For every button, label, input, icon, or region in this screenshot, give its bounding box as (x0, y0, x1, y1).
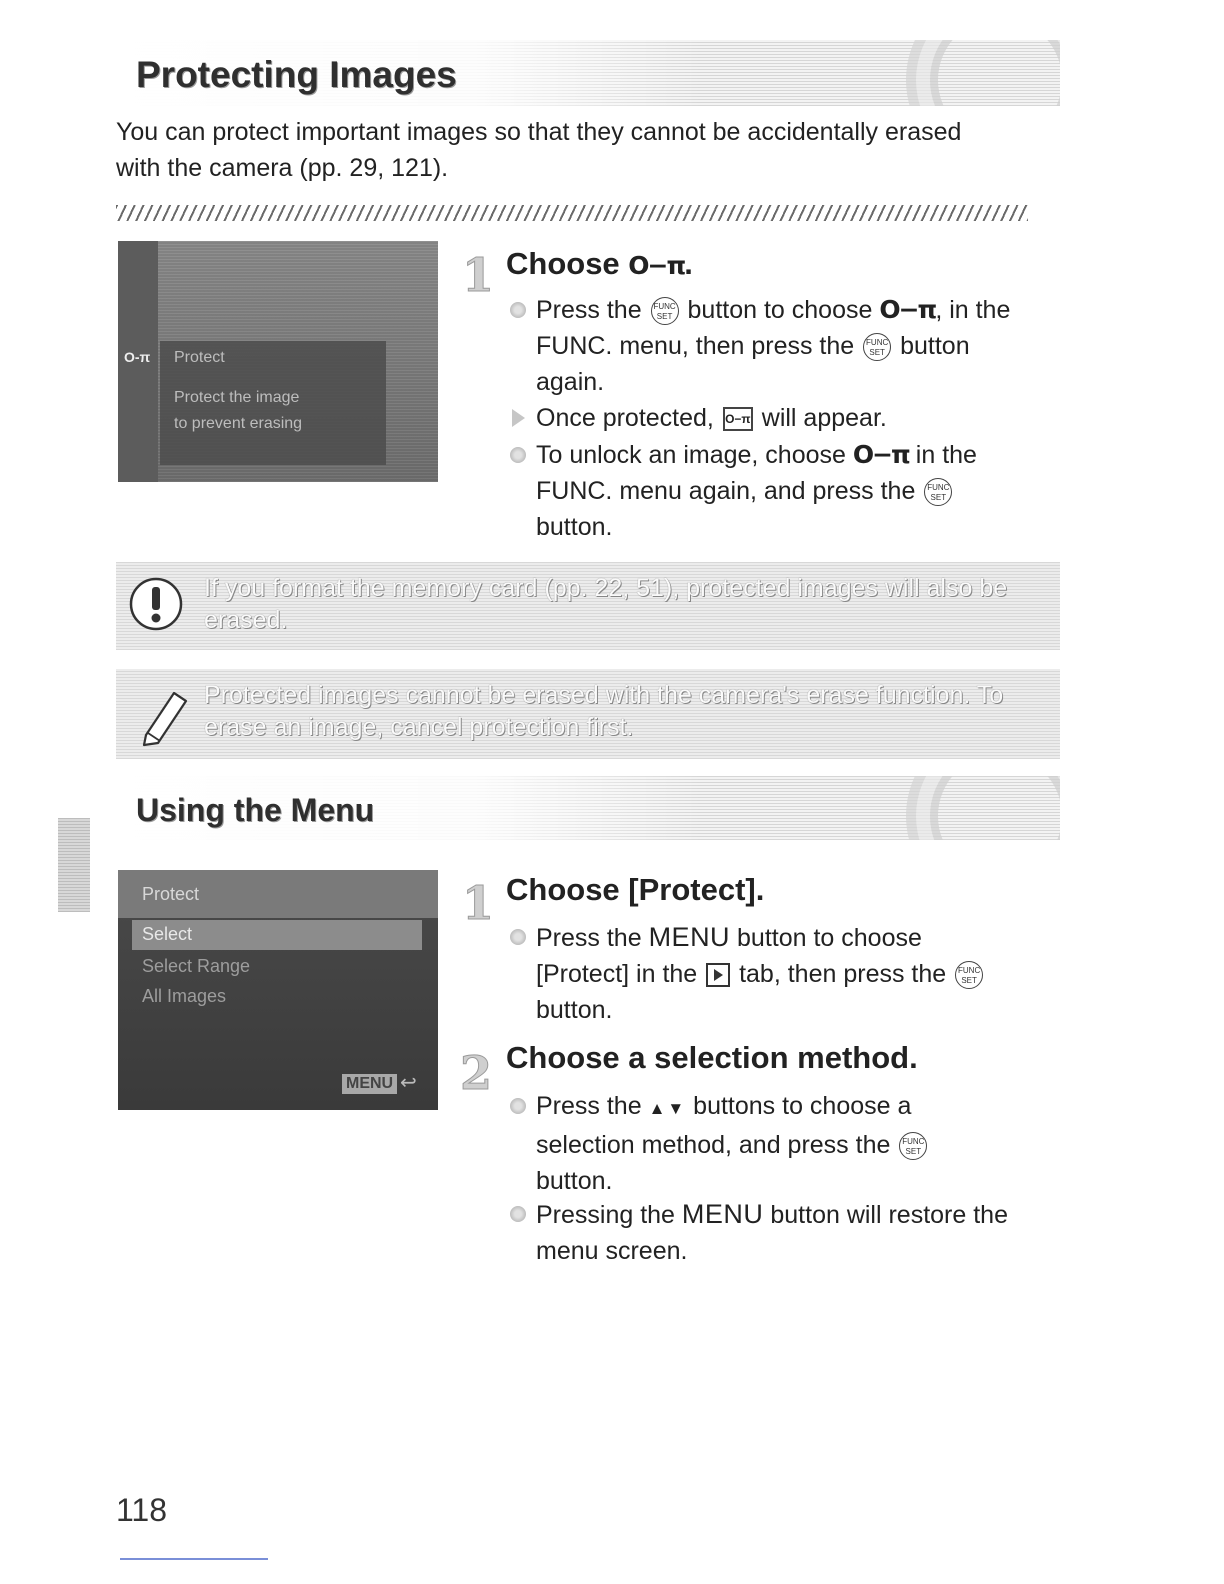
para-line (536, 1196, 1008, 1233)
section-banner-using-menu (118, 776, 1060, 840)
menu-button-label: MENU (648, 922, 731, 952)
para-line (536, 437, 977, 473)
step-paragraph (536, 1088, 929, 1199)
text-run: Press the (536, 296, 649, 324)
section-banner-protecting (118, 40, 1060, 106)
step-paragraph (536, 437, 977, 545)
step-title-suffix: . (684, 246, 693, 281)
result-arrow-icon (512, 409, 525, 427)
camera-screen-func-menu (118, 241, 438, 482)
bullet-icon (510, 1098, 526, 1114)
menu-button-badge: MENU (342, 1074, 397, 1094)
text-run: button (893, 332, 970, 360)
para-line: button. (536, 996, 613, 1024)
memo-line-2: erase an image, cancel protection first. (204, 713, 634, 741)
step-paragraph (536, 1196, 1008, 1269)
menu-item-all-images: All Images (142, 986, 227, 1006)
bullet-icon (510, 1206, 526, 1222)
step-number: 1 (462, 876, 495, 930)
para-line: menu screen. (536, 1237, 688, 1265)
pencil-icon (134, 683, 192, 747)
step-title (506, 246, 693, 282)
step-paragraph (536, 919, 985, 1028)
caution-icon (128, 576, 184, 632)
key-icon: O-π (124, 349, 151, 365)
protect-key-icon: O−π (628, 251, 685, 280)
text-run: button to choose (680, 296, 880, 324)
decorative-rings (930, 776, 1060, 840)
func-menu-desc-2: to prevent erasing (174, 415, 303, 432)
bullet-icon (510, 447, 526, 463)
page-number: 118 (116, 1492, 168, 1528)
text-run: FUNC. menu, then press the (536, 332, 862, 360)
para-line (536, 328, 1010, 364)
menu-item-select: Select (142, 924, 193, 944)
func-set-icon: FUNC SET (651, 297, 679, 325)
step-number: 2 (460, 1046, 493, 1100)
protect-key-icon: O−π (852, 440, 909, 469)
up-down-arrows-icon: ▲▼ (648, 1099, 687, 1118)
step-title: Choose [Protect]. (506, 872, 765, 907)
func-set-icon: FUNC SET (863, 333, 891, 361)
caution-line-1: If you format the memory card (pp. 22, 51), protected images will also be (204, 574, 1008, 602)
text-run: To unlock an image, choose (536, 441, 853, 469)
step-title-prefix: Choose (506, 246, 629, 281)
text-run: will appear. (754, 404, 887, 432)
protect-key-icon: O−π (879, 295, 936, 324)
text-run: Press the (536, 1092, 649, 1120)
bullet-icon (510, 302, 526, 318)
memo-line-1: Protected images cannot be erased with the camera's erase function. To (204, 681, 1004, 709)
intro-line-1: You can protect important images so that they cannot be accidentally erased (116, 118, 962, 146)
step-title: Choose a selection method. (506, 1040, 918, 1075)
para-line (536, 956, 985, 992)
return-arrow-icon: ↩ (400, 1072, 417, 1094)
para-line (536, 1088, 929, 1127)
memo-note (116, 669, 1060, 759)
step-paragraph (536, 292, 1010, 400)
page-number-underline (120, 1558, 268, 1560)
text-run: , in the (935, 296, 1011, 324)
playback-tab-icon (706, 963, 730, 987)
protect-indicator-icon: O−π (723, 407, 753, 431)
text-run: [Protect] in the (536, 960, 705, 988)
func-menu-desc-1: Protect the image (174, 389, 300, 406)
menu-header: Protect (142, 884, 200, 904)
decorative-rings (930, 40, 1060, 106)
para-line (536, 919, 985, 956)
text-run: button will restore the (763, 1201, 1008, 1229)
para-line (536, 473, 977, 509)
text-run: Once protected, (536, 404, 721, 432)
func-menu-item-protect: Protect (174, 349, 225, 366)
para-line: again. (536, 368, 605, 396)
func-set-icon: FUNC SET (924, 478, 952, 506)
text-run: Press the (536, 924, 649, 952)
para-line: button. (536, 513, 613, 541)
para-line (536, 292, 1010, 328)
text-run: FUNC. menu again, and press the (536, 477, 923, 505)
text-run: in the (908, 441, 977, 469)
para-line (536, 1127, 929, 1163)
section-title: Protecting Images (136, 54, 457, 95)
camera-screen-protect-menu (118, 870, 438, 1110)
text-run: selection method, and press the (536, 1131, 898, 1159)
section-title: Using the Menu (136, 792, 375, 828)
caution-line-2: erased. (204, 606, 288, 634)
text-run: button to choose (730, 924, 922, 952)
caution-note (116, 562, 1060, 650)
func-set-icon: FUNC SET (899, 1132, 927, 1160)
step-number: 1 (462, 248, 495, 302)
chapter-tab-marker (58, 818, 90, 912)
intro-line-2: with the camera (pp. 29, 121). (116, 154, 449, 182)
menu-button-label: MENU (681, 1199, 764, 1229)
text-run: buttons to choose a (686, 1092, 912, 1120)
step-paragraph (536, 400, 887, 436)
bullet-icon (510, 929, 526, 945)
menu-item-select-range: Select Range (142, 956, 251, 976)
text-run: tab, then press the (732, 960, 954, 988)
func-set-icon: FUNC SET (955, 961, 983, 989)
para-line: button. (536, 1167, 613, 1195)
hatched-divider (116, 205, 1028, 221)
text-run: Pressing the (536, 1201, 682, 1229)
